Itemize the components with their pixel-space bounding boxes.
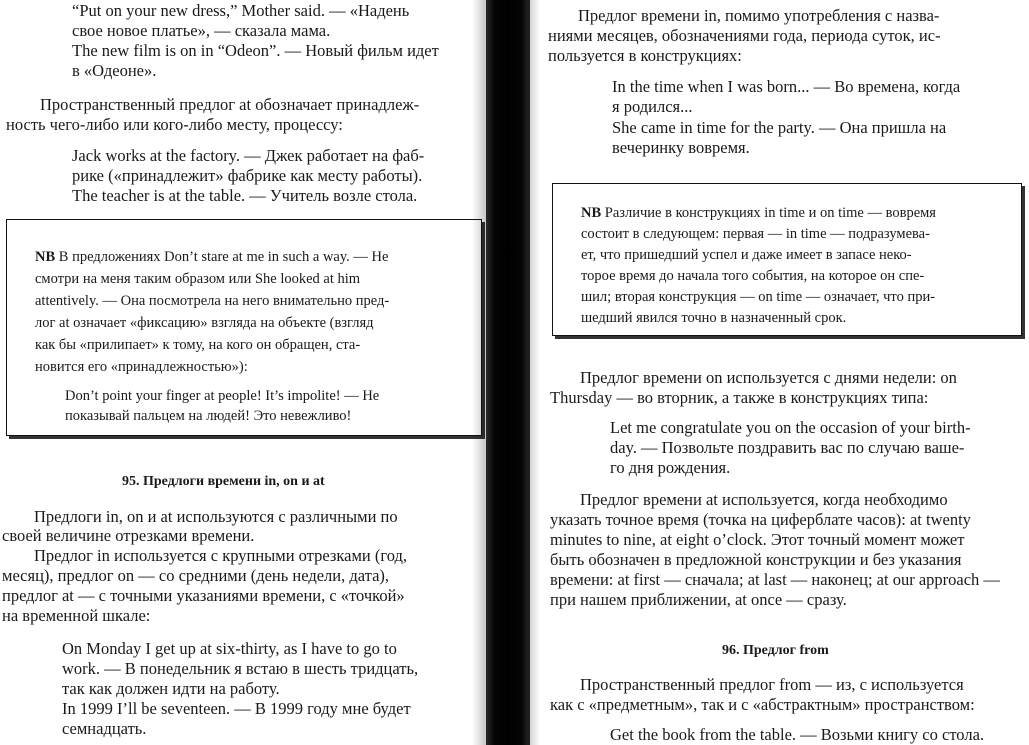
paragraph-line: как с «предметным», так и с «абстрактным» пространством:: [550, 695, 975, 714]
right-page: [528, 0, 1029, 745]
paragraph-line: Пространственный предлог at обозначает принадлеж-: [40, 95, 420, 114]
nb-example-line: Don’t point your finger at people! It’s impolite! — Не: [65, 388, 380, 404]
paragraph-line: Пространственный предлог from — из, с используется: [580, 675, 964, 694]
nb-line: шил; вторая конструкция — on time — означает, что при-: [581, 289, 936, 305]
example-line: я родился...: [612, 97, 693, 116]
nb-line: торое время до начала того события, на которое он спе-: [581, 268, 925, 284]
paragraph-line: Предлог in используется с крупными отрезками (год,: [34, 546, 408, 565]
example-line: On Monday I get up at six-thirty, as I have to go to: [62, 639, 397, 658]
example-line: Jack works at the factory. — Джек работает на фаб-: [72, 146, 425, 165]
section-heading: 95. Предлоги времени in, on и at: [122, 474, 325, 489]
paragraph-line: ниями месяцев, обозначениями года, периода суток, ис-: [548, 26, 941, 45]
example-line: рике («принадлежит» фабрике как месту работы).: [72, 166, 423, 185]
paragraph-line: указать точное время (точка на циферблате часов): at twenty: [550, 510, 971, 529]
left-page: [0, 0, 488, 745]
nb-note-box: [6, 219, 482, 436]
section-heading: 96. Предлог from: [722, 643, 829, 658]
nb-line: ет, что пришедший успел и даже имеет в запасе неко-: [581, 247, 912, 263]
nb-example-line: показывай пальцем на людей! Это невежливо!: [65, 408, 352, 424]
example-line: Let me congratulate you on the occasion of your birth-: [610, 418, 971, 437]
nb-label: NB: [581, 205, 602, 221]
example-line: вечеринку вовремя.: [612, 138, 750, 157]
example-line: “Put on your new dress,” Mother said. — «Надень: [72, 1, 410, 20]
paragraph-line: Предлог времени in, помимо употребления с назва-: [578, 6, 940, 25]
paragraph-line: Предлог времени at используется, когда необходимо: [580, 490, 948, 509]
example-line: The teacher is at the table. — Учитель возле стола.: [72, 186, 418, 205]
nb-label: NB: [35, 249, 56, 265]
example-line: In the time when I was born... — Во времена, когда: [612, 77, 961, 96]
paragraph-line: Предлоги in, on и at используются с различными по: [34, 507, 398, 526]
example-line: свое новое платье», — сказала мама.: [72, 21, 331, 40]
paragraph-line: своей величине отрезками времени.: [2, 526, 255, 545]
paragraph-line: minutes to nine, at eight o’clock. Этот точный момент может: [550, 530, 965, 549]
example-line: work. — В понедельник я встаю в шесть тридцать,: [62, 659, 419, 678]
nb-line: состоит в следующем: первая — in time — подразумева-: [581, 226, 930, 242]
example-line: The new film is on in “Odeon”. — Новый фильм идет: [72, 41, 439, 60]
example-line: Get the book from the table. — Возьми книгу со стола.: [610, 725, 985, 744]
example-line: в «Одеоне».: [72, 61, 157, 80]
paragraph-line: на временной шкале:: [2, 606, 151, 625]
nb-line: новится его «принадлежностью»):: [35, 359, 248, 375]
paragraph-line: быть обозначен в предложной конструкции и без указания: [550, 550, 962, 569]
paragraph-line: пользуется в конструкциях:: [548, 46, 742, 65]
example-line: го дня рождения.: [610, 458, 731, 477]
nb-line: NB Различие в конструкциях in time и on time — вовремя: [581, 205, 936, 221]
example-line: In 1999 I’ll be seventeen. — В 1999 году мне будет: [62, 699, 411, 718]
nb-line: как бы «прилипает» к тому, на кого он обращен, ста-: [35, 337, 361, 353]
nb-line: лог at означает «фиксацию» взгляда на объекте (взгляд: [35, 315, 374, 331]
paragraph-line: предлог at — с точными указаниями времени, с «точкой»: [2, 586, 405, 605]
nb-note-box: [552, 183, 1022, 336]
nb-line: NB В предложениях Don’t stare at me in such a way. — Не: [35, 249, 389, 265]
example-line: day. — Позвольте поздравить вас по случаю ваше-: [610, 438, 965, 457]
example-line: She came in time for the party. — Она пришла на: [612, 118, 947, 137]
paragraph-line: ность чего-либо или кого-либо месту, процессу:: [6, 115, 343, 134]
paragraph-line: времени: at first — сначала; at last — наконец; at our approach —: [550, 570, 1000, 589]
nb-line: attentively. — Она посмотрела на него внимательно пред-: [35, 293, 390, 309]
nb-line: шедший явился точно в назначенный срок.: [581, 310, 847, 326]
book-gutter: [486, 0, 530, 745]
nb-line: смотри на меня таким образом или She looked at him: [35, 271, 361, 287]
paragraph-line: Thursday — во вторник, а также в конструкциях типа:: [550, 388, 929, 407]
example-line: семнадцать.: [62, 719, 147, 738]
example-line: так как должен идти на работу.: [62, 679, 280, 698]
paragraph-line: Предлог времени on используется с днями недели: on: [580, 368, 957, 387]
paragraph-line: при нашем приближении, at once — сразу.: [550, 590, 847, 609]
paragraph-line: месяц), предлог on — со средними (день недели, дата),: [2, 566, 390, 585]
